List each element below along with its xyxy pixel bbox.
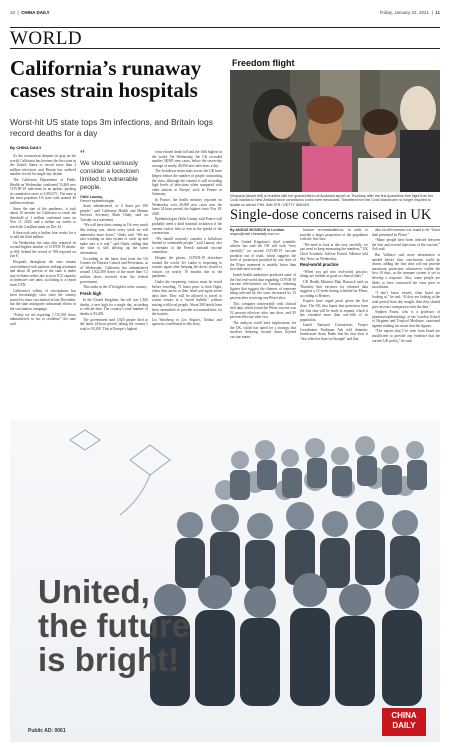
paragraph: Epidemiologist Ottile Launay said France will probably need a third national lockdown if the current curfew fails to rein in the spread of the coronavirus.	[152, 217, 222, 236]
paragraph: California’s rollout of vaccinations has been frustratingly slow since the country started its mass vaccination in late December, but the state anticipates substantial efforts in the vaccination campaign.	[10, 288, 76, 311]
paragraph: In the United Kingdom, the toll was 1,820 deaths, a new high for a single day, according to official data. The country’s total number of deaths is 93,290.	[80, 298, 148, 317]
paragraph: Stephen Evans, who is a professor of pharmacoepidemiology at the London School of Hygiene and Tropical Medicine, cautioned against reading too much into the figures.	[372, 310, 440, 328]
paragraph: “The reports that I’ve seen from Israel are insufficient to provide any evidence that the current UK policy,” he said.	[372, 329, 440, 343]
paragraph: Experts have urged proof given the first dose. The UK also hopes that protection from the first shot will be ready to expand, which it has extended more than one-fifth of its population.	[300, 299, 368, 322]
side-byline-block	[230, 228, 296, 237]
section-title: WORLD	[10, 28, 83, 49]
paragraph: It then took only a further four weeks for it to add the third million.	[10, 230, 76, 240]
logo-line-1: CHINA	[391, 711, 417, 720]
paragraph: virus-related death toll and the fifth highest in the world. On Wednesday, the UK recorded another 38,905 new cases, below the seven-day average of nearly 40,000 new infections a day.	[152, 150, 222, 168]
china-daily-logo	[382, 708, 426, 736]
ad-footer-label: Public AD: 0061	[28, 728, 66, 734]
paragraph: As the coronavirus deepens its grip on the world, California has become the first state in the United States to record more than 3 million infections and Britain has suffered another record for single-day deaths.	[10, 154, 76, 177]
masthead-left: 10 | CHINA DAILY	[10, 10, 50, 15]
paragraph: The lockdown restrictions across the UK have helped reduce the number of people contracting the virus, although the country is still recording high levels of infections when compared with other nations in Europe, such as France or Germany.	[152, 169, 222, 197]
side-column-3	[372, 228, 440, 344]
paragraph: “We will have data coming in 10s very much like testing was, where every week we will administer more doses,” Ghaly said. “We are also working on data system to catch up and make sure it is real,” said Ghaly, adding that the state is still tallying up the latest information.	[80, 223, 148, 255]
ad-line-1: United,	[38, 573, 150, 610]
side-column-2	[300, 228, 368, 343]
masthead-right: Friday, January 22, 2021 | 11	[379, 10, 440, 15]
paragraph: “Many people have been infected between the first and second injections of the vaccine,” Ash said.	[372, 238, 440, 252]
story-credit: Liu Wenzheng in Los Angeles, Xinhua and agencies contributed to this story.	[152, 317, 222, 327]
page-number-left: 10	[10, 10, 16, 15]
paragraph: “Today we are reporting 1,725,903 doses administered, so far, to residents,” the state said.	[10, 312, 76, 326]
main-column-1	[10, 154, 76, 327]
main-column-3	[152, 150, 222, 328]
side-headline: Single-dose concerns raised in UK	[230, 207, 440, 227]
side-column-1	[230, 228, 296, 340]
paragraph: This compares unfavorably with clinical trial data, which found the Pfizer vaccine was 52 percent effective after one dose, and 95 percent effective after two.	[230, 301, 296, 320]
ad-headline	[38, 575, 190, 677]
subheading-fresh-high: Fresh high	[80, 290, 102, 296]
paragraph: data on effectiveness was found to be “lower than presented by Pfizer.”	[372, 228, 440, 237]
photo-section-label: Freedom flight	[232, 58, 295, 68]
photo-caption: Vinayana (above left) is reunited with her grandchildren at Auckland airport on Thursday after the first quarantine-free flight from the Cook Islands to New Zealand since coronavirus curbs were introduced. Travellers from the Cook Islands are no longer required to isolate on arrival. PHIL WALTER / GETTY IMAGES	[230, 194, 434, 207]
pull-quote-attribution	[80, 195, 148, 204]
ad-line-3: is bright!	[38, 641, 180, 678]
logo-line-2: DAILY	[392, 721, 416, 730]
ad-line-2: the future	[38, 607, 191, 644]
news-photo	[230, 70, 440, 192]
paragraph: Under the reopening, visitors must be tested before traveling, 72 hours prior to their flight, when they arrive at their hotel and again seven days later. They will be allowed to travel to tourist venues in a “travel bubble,” without mixing with local people. About 500 hotels have been earmarked to provide accommodation for the tourists.	[152, 280, 222, 317]
paragraph: The analysis could have implications for the UK, which has opted for a strategy that involves delaying second doses beyond vaccine manu-	[230, 320, 296, 339]
paragraph: “We should seriously consider a lockdown limited to vulnerable people,” said Launay, also a member of the French national vaccine committee.	[152, 236, 222, 255]
paragraph: The government said 1,820 people died in the latest 24-hour period, taking the country’s total to 93,290. This is Europe’s highest	[80, 317, 148, 331]
paragraph: Israeli health authorities predicted some of the first real-world data regarding COVID-19 vaccine effectiveness on Tuesday, releasing figures that suggest the chances of someone being infected by the virus decreased by 33 percent after receiving one Pfizer shot.	[230, 272, 296, 300]
masthead	[10, 8, 440, 18]
paragraph: On Wednesday the state also reported its second-highest number of COVID-19 deaths, at 694, behind the record of 708 reported on Jan 8.	[10, 240, 76, 259]
subheading-real-world: Real-world practice	[300, 262, 339, 268]
airport-reunion-photo	[230, 70, 440, 192]
main-headline: California’s runaway cases strain hospitals	[10, 56, 202, 102]
pull-quote	[80, 150, 148, 204]
pull-quote-name: Ottile Launay,	[80, 195, 103, 199]
paragraph: Israeli National Coronavirus Project Coordinator Nachman Ash told domestic broadcaster Army Radio that the first dose is “less effective than we thought” and that	[300, 323, 368, 342]
paragraph: Hospitals throughout the state remain overwhelmed with patients seeking treatment and about 40 percent of the state is under stay-at-home orders due to poor ICU capacity in intensive care units, according to a report from CNN.	[10, 260, 76, 288]
paragraph: But Vallance said more information is needed before firm conclusions could be drawn, adding the first dose will not provide maximum protection whatsoever within the first 10 days, as the immune system is yet to develop a response. Also, some people are likely to have contracted the virus prior to inoculation.	[372, 252, 440, 290]
paragraph: facturer recommendations, in order to provide a larger proportion of the population with the first shot.	[300, 228, 368, 242]
paragraph: “I don’t know exactly what Israel are looking at,” he said. “If they are looking at the total period from day nought, then they should give an exact comparison with the data.”	[372, 290, 440, 309]
paragraph: “We need to look at this very carefully, we just need to keep measuring the numbers,” UK Chief Scientific Adviser Patrick Vallance told Sky News on Wednesday.	[300, 242, 368, 261]
paragraph: doses administered, or 4 doses per 100 people,” said California Health and Human Services Secretary Mark Ghaly said on Tuesday in a statement.	[80, 204, 148, 222]
section-bar	[10, 27, 440, 49]
paragraph: The United Kingdom’s chief scientific adviser has said the UK still took “very carefully” on second COVID-19 vaccine products out of trials, which suggests the level of protection provided by one dose of the Pfizer treatment is notably lower than first indicated in trials.	[230, 239, 296, 272]
pull-quote-role: French epidemiologist	[80, 199, 115, 204]
paragraph: Despite the gloom, COVID-19 elsewhere around the world, Sri Lanka is reopening to tourists again after keeping the doors closed to visitors for nearly 10 months due to the pandemic.	[152, 256, 222, 279]
main-subhead: Worst-hit US state tops 3m infections, and Britain logs record deaths for a day	[10, 117, 213, 138]
pull-quote-text: We should seriously consider a lockdown limited to vulnerable people.	[80, 160, 139, 191]
main-byline: By CHINA DAILY	[10, 145, 42, 150]
issue-date: Friday, January 22, 2021	[379, 10, 430, 15]
paragraph: This ranks as the 47th highest in the country.	[83, 285, 148, 290]
paragraph: UK Health Minister Matt Hancock said on Thursday that vaccines for released data suggests a 12-week dosing schedule for Pfizer, according to Reuters.	[300, 279, 368, 298]
quote-mark-icon: “	[80, 148, 85, 160]
paragraph: Since the start of the pandemic, it took about 10 months for California to reach the threshold of 1 million confirmed cases on Nov 11, 2020, and a further six weeks to reach the 2 million mark on Dec 24.	[10, 206, 76, 229]
paragraph: According to the latest data from the US Centers for Disease Control and Prevention, as of Wednesday, California has administered around 1,922,300 doses of the more than 5.2 million doses received from the federal government.	[80, 256, 148, 284]
paragraph: “When you get into real-world practice, things are seldom as good as clinical trials.”	[300, 269, 368, 279]
paragraph: The California Department of Public Health on Wednesday confirmed 33,460 new COVID-19 infections in an update, pushing its cumulative cases to 3,003,571. The state is the most populous US state with around 40 million residents.	[10, 177, 76, 205]
advertisement[interactable]	[10, 420, 440, 742]
paragraph: In France, the health ministry reported on Wednesday over 26,900 new cases over the latest 24-hour period, the highest since Nov 18, 2020.	[152, 197, 222, 216]
main-column-2	[80, 204, 148, 332]
page-number-right: 11	[435, 10, 440, 15]
brand-name: CHINA DAILY	[21, 10, 50, 15]
side-byline-email: angus@mail.chinadaily.com.cn	[230, 232, 280, 237]
side-byline: By ANGUS MCNEICE in London	[230, 228, 285, 232]
